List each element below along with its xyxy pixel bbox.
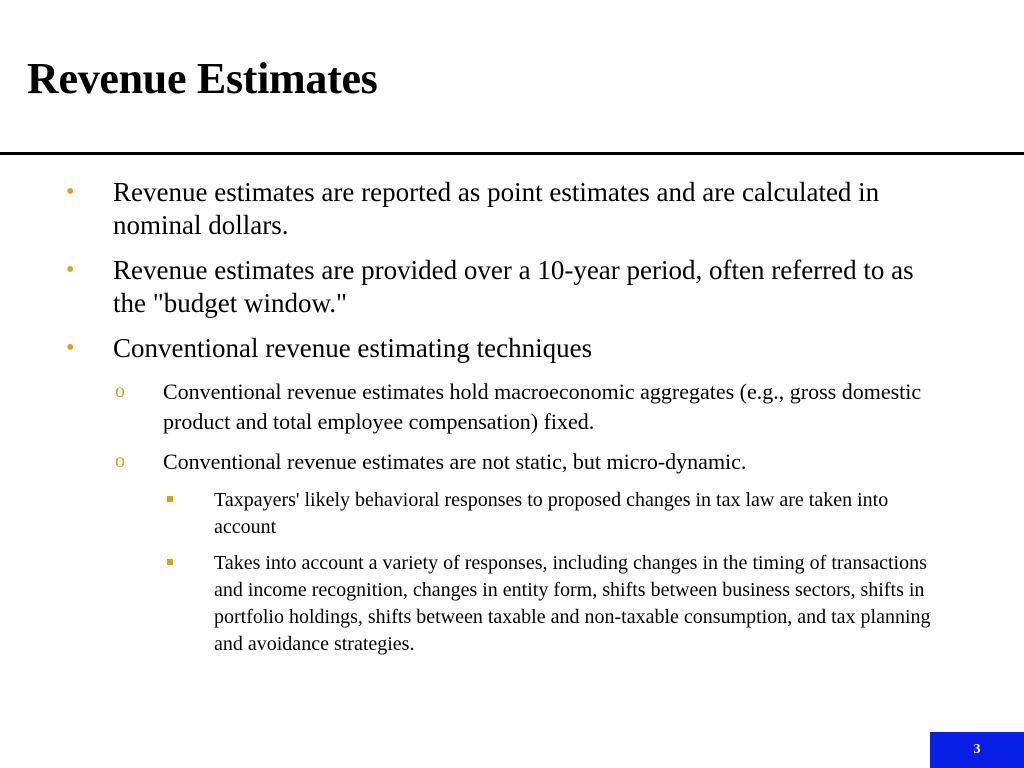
title-divider (0, 152, 1024, 155)
bullet-text: Revenue estimates are reported as point estimates and are calculated in nominal dollars. (113, 177, 880, 240)
bullet-dot-icon: • (66, 179, 75, 205)
bullet-item-techniques (0, 332, 943, 365)
square-bullet-icon (167, 559, 173, 565)
bullet-list (0, 176, 1024, 667)
sub-bullet-item-micro-dynamic (0, 447, 923, 477)
bullet-item-budget-window (0, 254, 943, 320)
page-number: 3 (973, 742, 981, 757)
bullet-text: Conventional revenue estimating techniques (113, 333, 593, 363)
sub-bullet-item-aggregates (0, 377, 923, 437)
bullet-text: Revenue estimates are provided over a 10-year period, often referred to as the "budget window." (113, 255, 914, 318)
page-number-badge (930, 732, 1024, 768)
square-bullet-icon (167, 496, 173, 502)
bullet-dot-icon: • (66, 257, 75, 283)
hollow-circle-bullet-icon: o (115, 450, 125, 472)
sub-bullet-text: Conventional revenue estimates are not static, but micro-dynamic. (163, 449, 747, 474)
sub-bullet-text: Conventional revenue estimates hold macroeconomic aggregates (e.g., gross domestic product and total employee compensation) fixed. (163, 379, 922, 434)
sub-sub-bullet-item-responses (0, 550, 939, 658)
bullet-item-reporting (0, 176, 943, 242)
slide-title: Revenue Estimates (27, 54, 378, 103)
hollow-circle-bullet-icon: o (115, 380, 125, 402)
sub-sub-bullet-text: Takes into account a variety of responses, including changes in the timing of transactions and income recognition, changes in entity form, shifts between business sectors, shifts in portfolio holdings, shifts between taxable and non-taxable consumption, and tax planning and avoidance strategies. (214, 552, 931, 655)
sub-sub-bullet-text: Taxpayers' likely behavioral responses to proposed changes in tax law are taken into account (214, 489, 889, 538)
bullet-dot-icon: • (66, 335, 75, 361)
sub-sub-bullet-item-behavioral (0, 487, 939, 541)
